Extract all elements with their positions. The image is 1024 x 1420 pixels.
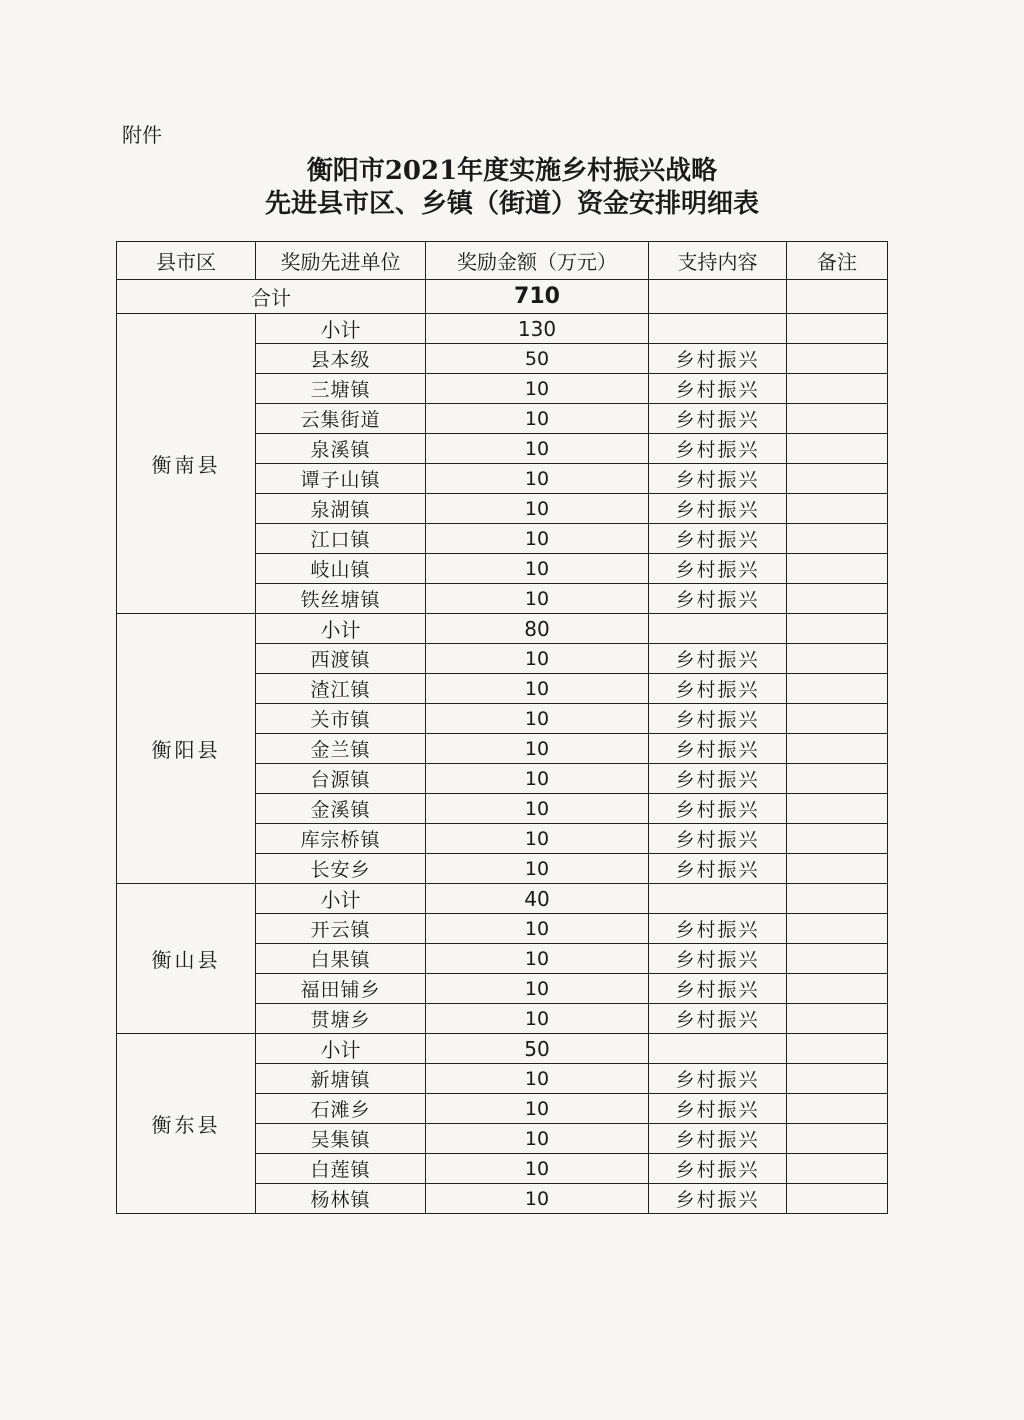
subtotal-row <box>117 884 888 914</box>
amount-cell: 10 <box>426 1094 649 1124</box>
unit-cell: 岐山镇 <box>256 554 426 584</box>
unit-cell: 台源镇 <box>256 764 426 794</box>
support-cell: 乡村振兴 <box>649 674 787 704</box>
subtotal-label: 小计 <box>256 614 426 644</box>
unit-cell: 杨林镇 <box>256 1184 426 1214</box>
unit-cell: 泉湖镇 <box>256 494 426 524</box>
support-cell: 乡村振兴 <box>649 554 787 584</box>
unit-cell: 关市镇 <box>256 704 426 734</box>
subtotal-label: 小计 <box>256 884 426 914</box>
note-cell <box>787 794 888 824</box>
note-cell <box>787 974 888 1004</box>
unit-cell: 谭子山镇 <box>256 464 426 494</box>
document-title-line2: 先进县市区、乡镇（街道）资金安排明细表 <box>264 189 759 219</box>
subtotal-note <box>787 614 888 644</box>
attachment-label: 附件 <box>122 123 162 147</box>
total-support <box>649 280 787 314</box>
support-cell: 乡村振兴 <box>649 344 787 374</box>
header-amount: 奖励金额（万元） <box>426 242 649 280</box>
unit-cell: 白果镇 <box>256 944 426 974</box>
note-cell <box>787 464 888 494</box>
subtotal-note <box>787 1034 888 1064</box>
note-cell <box>787 1094 888 1124</box>
support-cell: 乡村振兴 <box>649 404 787 434</box>
note-cell <box>787 524 888 554</box>
unit-cell: 江口镇 <box>256 524 426 554</box>
total-amount: 710 <box>426 280 649 314</box>
support-cell: 乡村振兴 <box>649 1154 787 1184</box>
support-cell: 乡村振兴 <box>649 524 787 554</box>
amount-cell: 10 <box>426 464 649 494</box>
unit-cell: 三塘镇 <box>256 374 426 404</box>
note-cell <box>787 764 888 794</box>
support-cell: 乡村振兴 <box>649 1124 787 1154</box>
support-cell: 乡村振兴 <box>649 854 787 884</box>
header-unit: 奖励先进单位 <box>256 242 426 280</box>
note-cell <box>787 824 888 854</box>
amount-cell: 10 <box>426 914 649 944</box>
amount-cell: 10 <box>426 1154 649 1184</box>
subtotal-row <box>117 614 888 644</box>
note-cell <box>787 404 888 434</box>
support-cell: 乡村振兴 <box>649 734 787 764</box>
subtotal-label: 小计 <box>256 1034 426 1064</box>
note-cell <box>787 1154 888 1184</box>
support-cell: 乡村振兴 <box>649 1184 787 1214</box>
amount-cell: 10 <box>426 434 649 464</box>
county-cell: 衡东县 <box>117 1034 256 1214</box>
amount-cell: 10 <box>426 704 649 734</box>
note-cell <box>787 734 888 764</box>
amount-cell: 10 <box>426 644 649 674</box>
note-cell <box>787 1064 888 1094</box>
support-cell: 乡村振兴 <box>649 1094 787 1124</box>
support-cell: 乡村振兴 <box>649 374 787 404</box>
amount-cell: 10 <box>426 974 649 1004</box>
support-cell: 乡村振兴 <box>649 824 787 854</box>
total-note <box>787 280 888 314</box>
funding-table <box>116 241 888 1214</box>
support-cell: 乡村振兴 <box>649 974 787 1004</box>
total-row <box>117 280 888 314</box>
note-cell <box>787 854 888 884</box>
unit-cell: 金兰镇 <box>256 734 426 764</box>
unit-cell: 新塘镇 <box>256 1064 426 1094</box>
amount-cell: 10 <box>426 524 649 554</box>
note-cell <box>787 944 888 974</box>
note-cell <box>787 704 888 734</box>
note-cell <box>787 644 888 674</box>
support-cell: 乡村振兴 <box>649 434 787 464</box>
unit-cell: 长安乡 <box>256 854 426 884</box>
header-support: 支持内容 <box>649 242 787 280</box>
subtotal-amount: 40 <box>426 884 649 914</box>
subtotal-support <box>649 1034 787 1064</box>
subtotal-amount: 130 <box>426 314 649 344</box>
subtotal-note <box>787 884 888 914</box>
unit-cell: 开云镇 <box>256 914 426 944</box>
total-label: 合计 <box>117 280 426 314</box>
note-cell <box>787 434 888 464</box>
note-cell <box>787 1184 888 1214</box>
subtotal-row <box>117 1034 888 1064</box>
support-cell: 乡村振兴 <box>649 944 787 974</box>
subtotal-support <box>649 314 787 344</box>
amount-cell: 10 <box>426 1064 649 1094</box>
subtotal-amount: 80 <box>426 614 649 644</box>
header-county: 县市区 <box>117 242 256 280</box>
subtotal-support <box>649 614 787 644</box>
amount-cell: 10 <box>426 854 649 884</box>
unit-cell: 吴集镇 <box>256 1124 426 1154</box>
amount-cell: 10 <box>426 734 649 764</box>
county-cell: 衡南县 <box>117 314 256 614</box>
note-cell <box>787 554 888 584</box>
amount-cell: 10 <box>426 944 649 974</box>
subtotal-row <box>117 314 888 344</box>
header-note: 备注 <box>787 242 888 280</box>
support-cell: 乡村振兴 <box>649 464 787 494</box>
note-cell <box>787 1124 888 1154</box>
note-cell <box>787 914 888 944</box>
amount-cell: 10 <box>426 374 649 404</box>
note-cell <box>787 374 888 404</box>
amount-cell: 10 <box>426 674 649 704</box>
subtotal-label: 小计 <box>256 314 426 344</box>
unit-cell: 石滩乡 <box>256 1094 426 1124</box>
support-cell: 乡村振兴 <box>649 644 787 674</box>
amount-cell: 10 <box>426 1004 649 1034</box>
amount-cell: 10 <box>426 794 649 824</box>
document-title-line1: 衡阳市2021年度实施乡村振兴战略 <box>306 156 718 186</box>
county-cell: 衡阳县 <box>117 614 256 884</box>
county-cell: 衡山县 <box>117 884 256 1034</box>
amount-cell: 50 <box>426 344 649 374</box>
support-cell: 乡村振兴 <box>649 1004 787 1034</box>
support-cell: 乡村振兴 <box>649 494 787 524</box>
amount-cell: 10 <box>426 554 649 584</box>
table-header-row <box>117 242 888 280</box>
note-cell <box>787 494 888 524</box>
amount-cell: 10 <box>426 1124 649 1154</box>
unit-cell: 西渡镇 <box>256 644 426 674</box>
unit-cell: 白莲镇 <box>256 1154 426 1184</box>
note-cell <box>787 584 888 614</box>
support-cell: 乡村振兴 <box>649 584 787 614</box>
subtotal-note <box>787 314 888 344</box>
note-cell <box>787 674 888 704</box>
unit-cell: 库宗桥镇 <box>256 824 426 854</box>
unit-cell: 云集街道 <box>256 404 426 434</box>
unit-cell: 贯塘乡 <box>256 1004 426 1034</box>
unit-cell: 铁丝塘镇 <box>256 584 426 614</box>
subtotal-amount: 50 <box>426 1034 649 1064</box>
unit-cell: 福田铺乡 <box>256 974 426 1004</box>
subtotal-support <box>649 884 787 914</box>
unit-cell: 县本级 <box>256 344 426 374</box>
amount-cell: 10 <box>426 764 649 794</box>
unit-cell: 渣江镇 <box>256 674 426 704</box>
amount-cell: 10 <box>426 1184 649 1214</box>
support-cell: 乡村振兴 <box>649 704 787 734</box>
amount-cell: 10 <box>426 404 649 434</box>
amount-cell: 10 <box>426 584 649 614</box>
note-cell <box>787 1004 888 1034</box>
amount-cell: 10 <box>426 494 649 524</box>
support-cell: 乡村振兴 <box>649 1064 787 1094</box>
support-cell: 乡村振兴 <box>649 914 787 944</box>
amount-cell: 10 <box>426 824 649 854</box>
support-cell: 乡村振兴 <box>649 764 787 794</box>
unit-cell: 金溪镇 <box>256 794 426 824</box>
note-cell <box>787 344 888 374</box>
unit-cell: 泉溪镇 <box>256 434 426 464</box>
support-cell: 乡村振兴 <box>649 794 787 824</box>
